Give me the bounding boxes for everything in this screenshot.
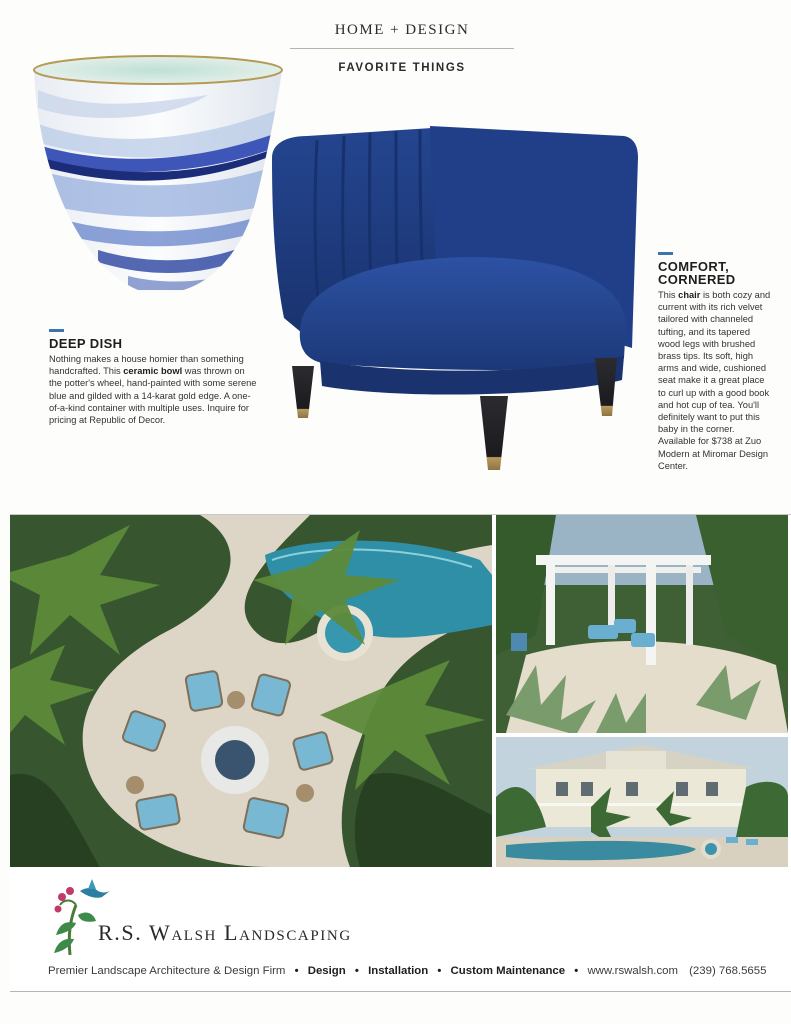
- bowl-story-body: Nothing makes a house homier than something handcrafted. This ceramic bowl was thrown on the potter's wheel, hand-painted with some serene blue and gilded with a 14-karat gold edge. A one-of-a-kind container with multiple uses. Inquire for pricing at Republic of Decor.: [49, 354, 257, 426]
- ad-tagline-row: [48, 965, 768, 977]
- ad-service-installation: Installation: [368, 965, 429, 977]
- ad-service-maintenance: Custom Maintenance: [450, 965, 566, 977]
- ad-phone: (239) 768.5655: [689, 965, 767, 977]
- section-rule: [290, 48, 514, 49]
- section-subhead: FAVORITE THINGS: [338, 62, 466, 74]
- velvet-chair-photo: [262, 118, 652, 480]
- chair-highlight: chair: [678, 290, 701, 300]
- ad-brand-name: R.S. Walsh Landscaping: [98, 920, 352, 945]
- patio-aerial-photo: [10, 515, 492, 867]
- pergola-photo: [496, 515, 788, 733]
- bowl-story: [49, 329, 257, 426]
- ad-website: www.rswalsh.com: [587, 965, 678, 977]
- ceramic-bowl-photo: [28, 50, 290, 312]
- bowl-highlight: ceramic bowl: [123, 366, 183, 377]
- chair-story: [658, 252, 772, 472]
- bowl-story-title: DEEP DISH: [49, 336, 123, 351]
- chair-story-body: This chair is both cozy and current with its rich velvet tailored with channeled tufting, and its tapered wood legs with brushed brass tips. Its soft, high arms and wide, cushioned seat make it a great place to curl up with a good book and hot cup of tea. You'll definitely want to put this baby in the corner. Available for $738 at Zuo Modern at Miromar Design Center.: [658, 290, 771, 471]
- house-pool-photo: [496, 737, 788, 867]
- bullet: •: [574, 965, 579, 977]
- bullet: •: [354, 965, 359, 977]
- ad-frame: [10, 514, 791, 992]
- bullet: •: [294, 965, 299, 977]
- ad-tagline: Premier Landscape Architecture & Design Firm: [48, 965, 286, 977]
- accent-dash-icon: [49, 329, 64, 332]
- ad-service-design: Design: [307, 965, 346, 977]
- bullet: •: [437, 965, 442, 977]
- accent-dash-icon: [658, 252, 673, 255]
- section-header: [290, 22, 514, 74]
- section-kicker: HOME + DESIGN: [334, 22, 470, 38]
- landscaping-ad: [0, 496, 791, 1024]
- chair-story-title: COMFORT, CORNERED: [658, 259, 736, 287]
